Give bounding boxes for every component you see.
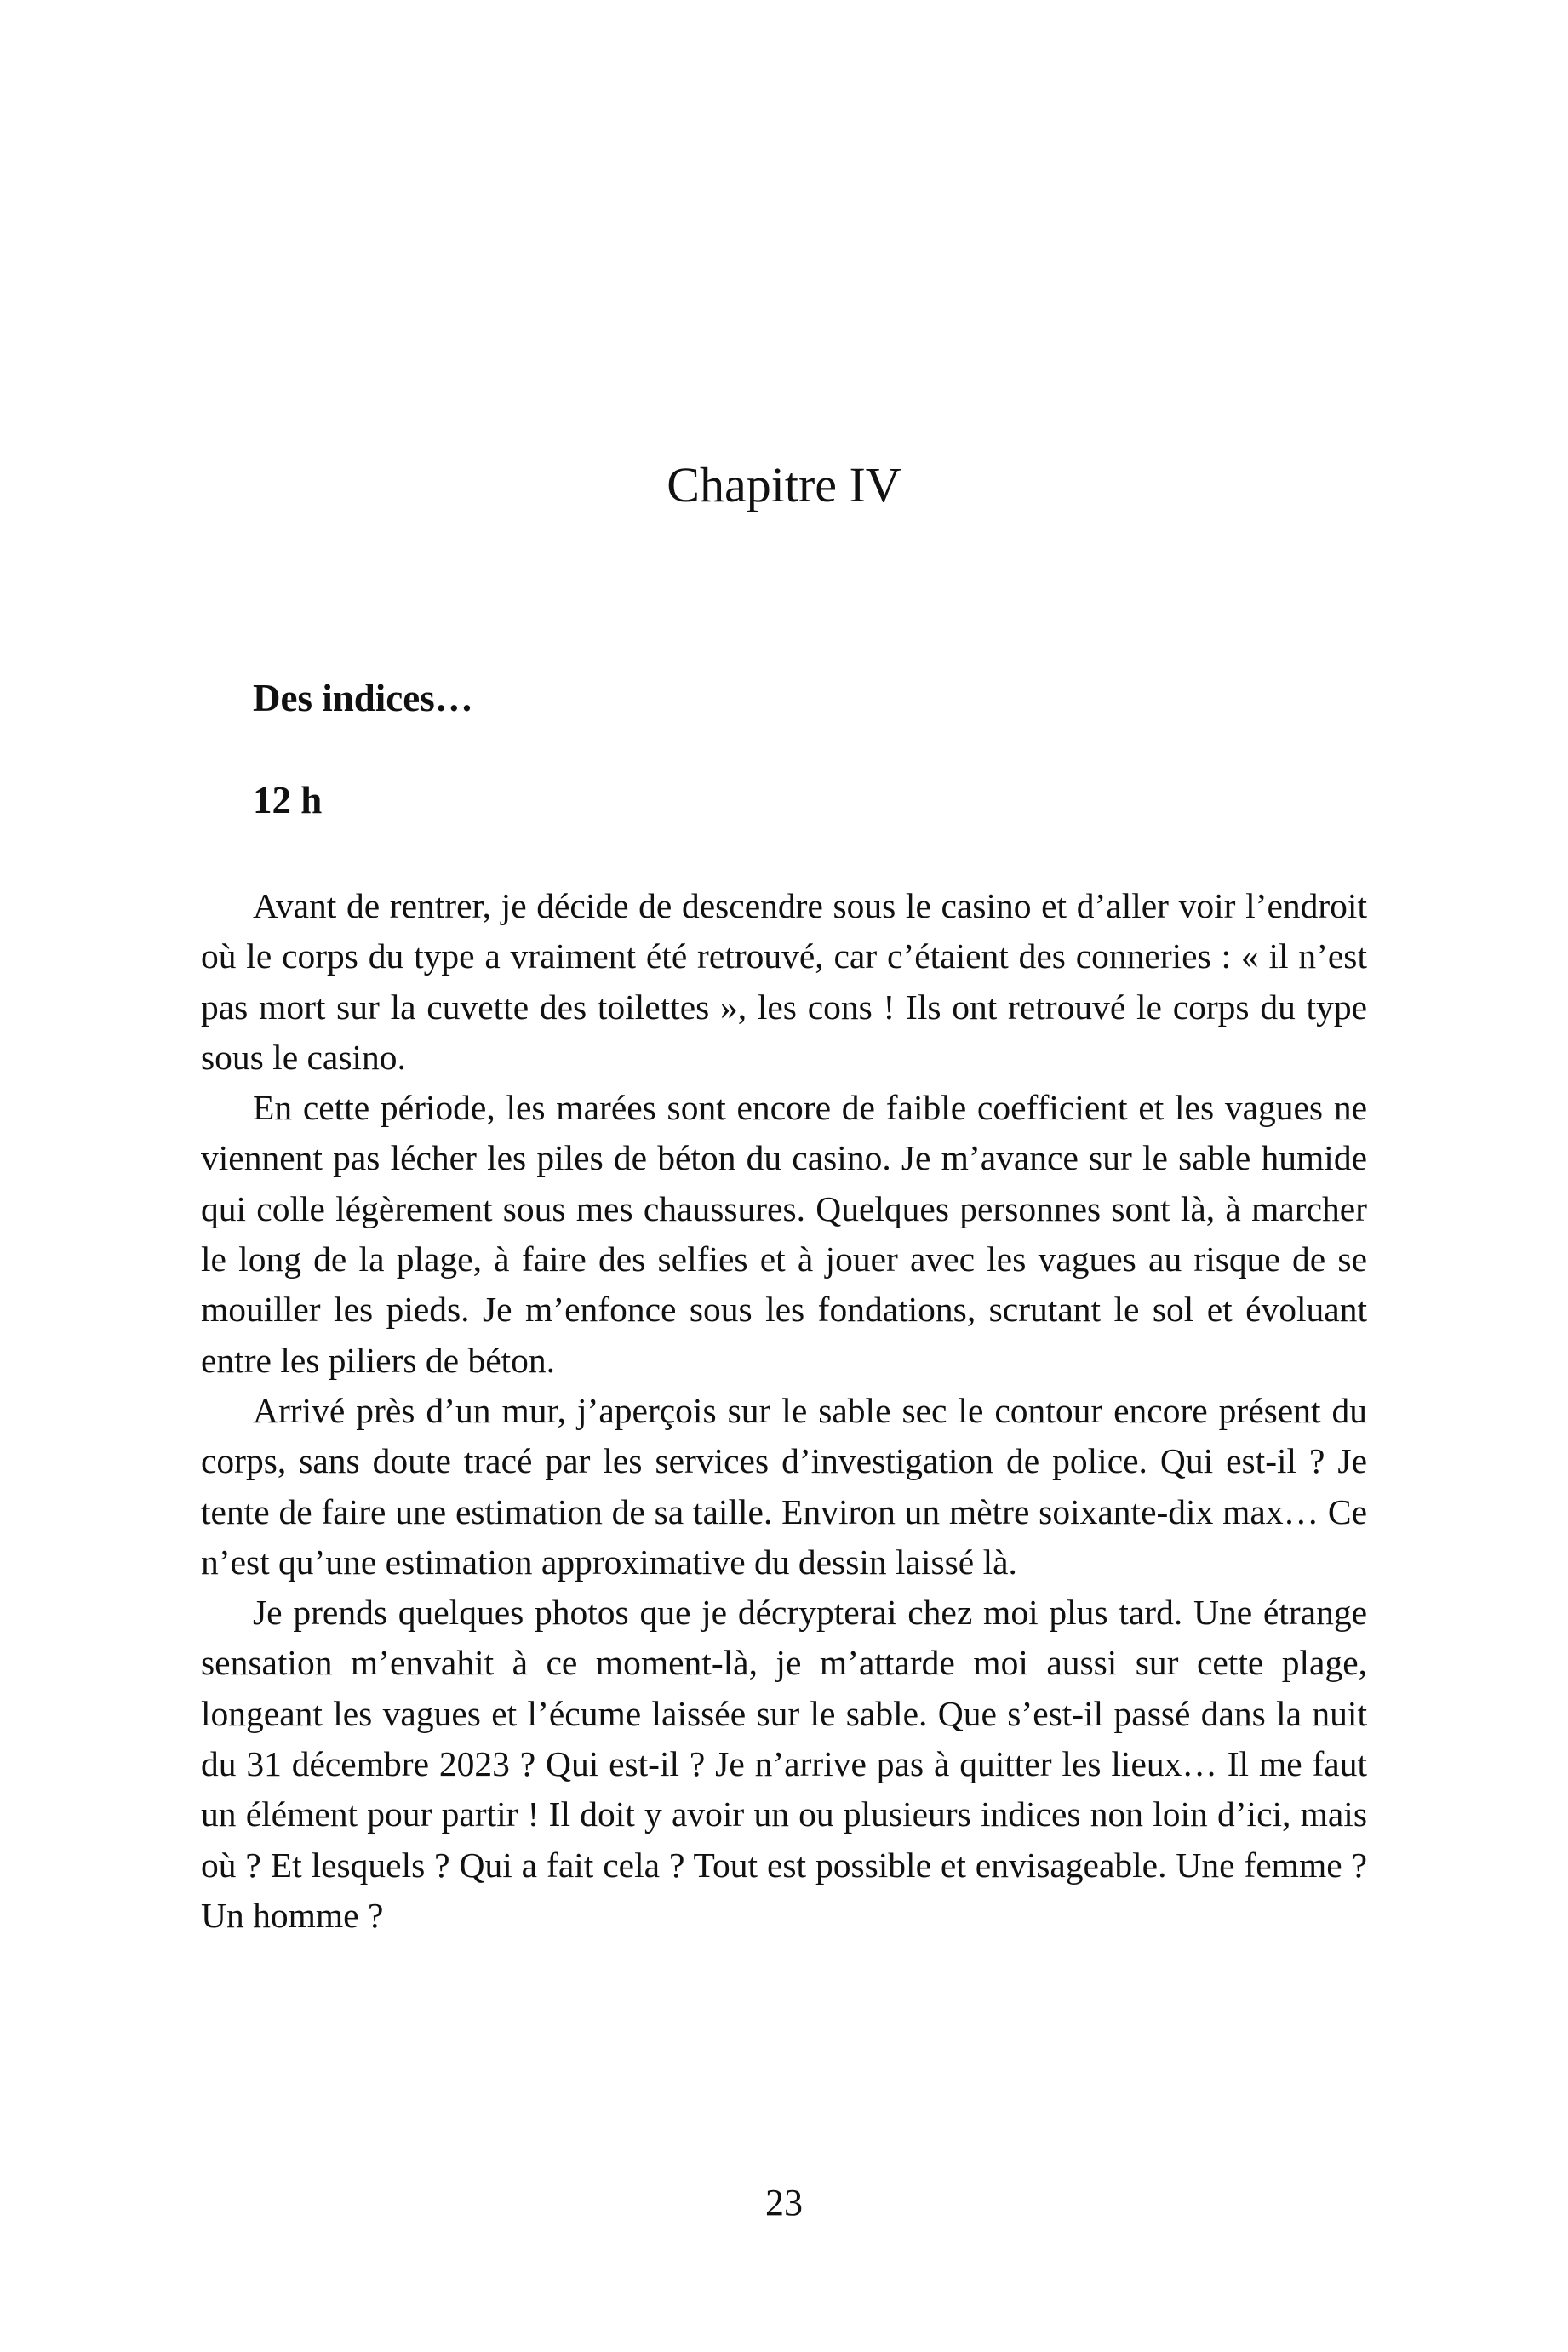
paragraph: Arrivé près d’un mur, j’aperçois sur le sable sec le contour encore présent du corps, sans doute tracé par les services d’investigation de police. Qui est-il ? Je tente de faire une estimation de sa taille. Environ un mètre soixante-dix max… Ce n’est qu’une estimation approximative du dessin laissé là.: [201, 1390, 1367, 1582]
section-time: 12 h: [253, 779, 323, 821]
chapter-title: Chapitre IV: [667, 457, 901, 512]
paragraph: Je prends quelques photos que je décrypterai chez moi plus tard. Une étrange sensation m’envahit à ce moment-là, je m’attarde moi aussi sur cette plage, longeant les vagues et l’écume laissée sur le sable. Que s’est-il passé dans la nuit du 31 décembre 2023 ? Qui est-il ? Je n’arrive pas à quitter les lieux… Il me faut un élément pour partir ! Il doit y avoir un ou plusieurs indices non loin d’ici, mais où ? Et lesquels ? Qui a fait cela ? Tout est possible et envisageable. Une femme ? Un homme ?: [201, 1593, 1367, 1935]
paragraph: En cette période, les marées sont encore de faible coefficient et les vagues ne viennent pas lécher les piles de béton du casino. Je m’avance sur le sable humide qui colle légèrement sous mes chaussures. Quelques personnes sont là, à marcher le long de la plage, à faire des selfies et à jouer avec les vagues au risque de se mouiller les pieds. Je m’enfonce sous les fondations, scrutant le sol et évoluant entre les piliers de béton.: [201, 1088, 1367, 1380]
chapter-body: [201, 881, 1367, 1941]
paragraph: Avant de rentrer, je décide de descendre sous le casino et d’aller voir l’endroit où le corps du type a vraiment été retrouvé, car c’étaient des conneries : « il n’est pas mort sur la cuvette des toilettes », les cons ! Ils ont retrouvé le corps du type sous le casino.: [201, 886, 1367, 1077]
page-number: 23: [765, 2182, 803, 2223]
section-title: Des indices…: [253, 677, 473, 719]
